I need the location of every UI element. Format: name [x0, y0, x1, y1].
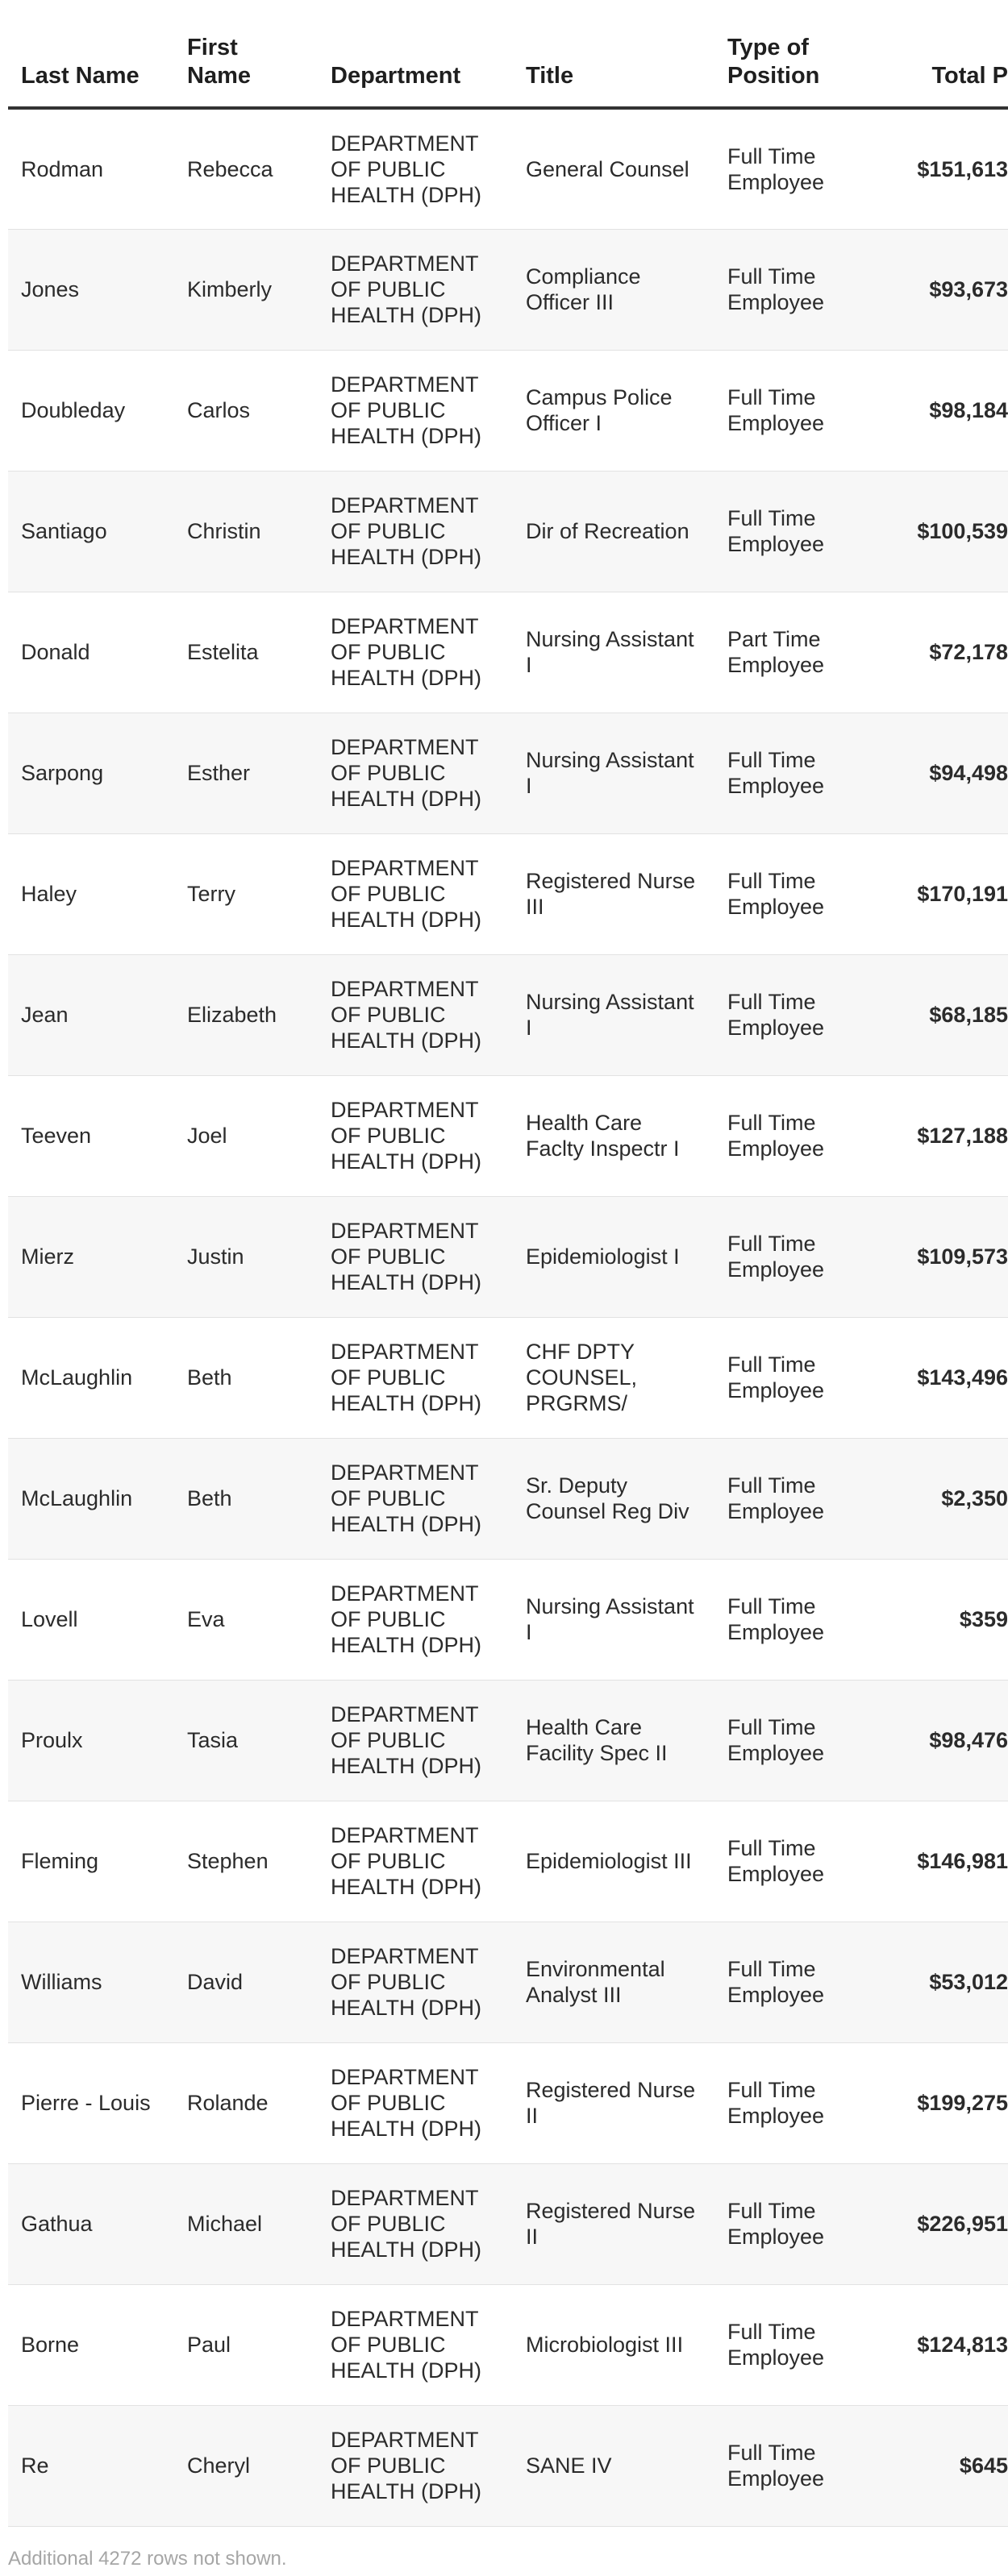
cell-type-of-position: Part Time Employee [714, 592, 852, 713]
cell-first-name: Elizabeth [174, 954, 318, 1075]
cell-department: DEPARTMENT OF PUBLIC HEALTH (DPH) [318, 471, 513, 592]
table-row [8, 1438, 1008, 1559]
cell-type-of-position: Full Time Employee [714, 2405, 852, 2526]
table-row [8, 1680, 1008, 1801]
cell-first-name: Stephen [174, 1801, 318, 1922]
cell-first-name: Rolande [174, 2042, 318, 2163]
cell-department: DEPARTMENT OF PUBLIC HEALTH (DPH) [318, 1317, 513, 1438]
cell-department: DEPARTMENT OF PUBLIC HEALTH (DPH) [318, 1196, 513, 1317]
cell-total-pay: $226,951 [852, 2163, 1008, 2284]
cell-first-name: Paul [174, 2284, 318, 2405]
cell-title: Epidemiologist III [513, 1801, 714, 1922]
cell-total-pay: $98,476 [852, 1680, 1008, 1801]
table-row [8, 1196, 1008, 1317]
cell-title: Microbiologist III [513, 2284, 714, 2405]
cell-total-pay: $127,188 [852, 1075, 1008, 1196]
cell-title: Nursing Assistant I [513, 592, 714, 713]
cell-last-name: Williams [8, 1922, 174, 2042]
header-row [8, 0, 1008, 108]
cell-last-name: Haley [8, 833, 174, 954]
table-row [8, 2284, 1008, 2405]
cell-total-pay: $109,573 [852, 1196, 1008, 1317]
cell-total-pay: $146,981 [852, 1801, 1008, 1922]
cell-department: DEPARTMENT OF PUBLIC HEALTH (DPH) [318, 954, 513, 1075]
cell-last-name: Teeven [8, 1075, 174, 1196]
cell-title: Dir of Recreation [513, 471, 714, 592]
cell-last-name: Rodman [8, 108, 174, 229]
table-row [8, 1317, 1008, 1438]
table-row [8, 1922, 1008, 2042]
cell-title: CHF DPTY COUNSEL, PRGRMS/ [513, 1317, 714, 1438]
cell-total-pay: $124,813 [852, 2284, 1008, 2405]
table-row [8, 833, 1008, 954]
cell-last-name: McLaughlin [8, 1317, 174, 1438]
cell-type-of-position: Full Time Employee [714, 2042, 852, 2163]
cell-title: Health Care Faclty Inspectr I [513, 1075, 714, 1196]
column-header-total-pay[interactable]: Total P [852, 0, 1008, 108]
cell-title: Environmental Analyst III [513, 1922, 714, 2042]
cell-department: DEPARTMENT OF PUBLIC HEALTH (DPH) [318, 1680, 513, 1801]
cell-last-name: Donald [8, 592, 174, 713]
cell-last-name: Sarpong [8, 713, 174, 833]
cell-total-pay: $143,496 [852, 1317, 1008, 1438]
cell-first-name: Tasia [174, 1680, 318, 1801]
cell-department: DEPARTMENT OF PUBLIC HEALTH (DPH) [318, 2284, 513, 2405]
table-row [8, 2042, 1008, 2163]
table-row [8, 713, 1008, 833]
table-row [8, 350, 1008, 471]
cell-last-name: Jones [8, 229, 174, 350]
cell-first-name: Beth [174, 1317, 318, 1438]
column-header-type-of-position[interactable]: Type of Position [714, 0, 852, 108]
cell-total-pay: $151,613 [852, 108, 1008, 229]
table-row [8, 954, 1008, 1075]
cell-last-name: Re [8, 2405, 174, 2526]
table-row [8, 108, 1008, 229]
cell-type-of-position: Full Time Employee [714, 229, 852, 350]
cell-last-name: Pierre - Louis [8, 2042, 174, 2163]
cell-total-pay: $94,498 [852, 713, 1008, 833]
cell-last-name: Mierz [8, 1196, 174, 1317]
cell-total-pay: $359 [852, 1559, 1008, 1680]
cell-first-name: Joel [174, 1075, 318, 1196]
table-row [8, 1075, 1008, 1196]
cell-department: DEPARTMENT OF PUBLIC HEALTH (DPH) [318, 1922, 513, 2042]
cell-last-name: Jean [8, 954, 174, 1075]
cell-department: DEPARTMENT OF PUBLIC HEALTH (DPH) [318, 1801, 513, 1922]
table-row [8, 2163, 1008, 2284]
cell-type-of-position: Full Time Employee [714, 713, 852, 833]
cell-first-name: Eva [174, 1559, 318, 1680]
cell-first-name: Rebecca [174, 108, 318, 229]
cell-department: DEPARTMENT OF PUBLIC HEALTH (DPH) [318, 592, 513, 713]
cell-department: DEPARTMENT OF PUBLIC HEALTH (DPH) [318, 108, 513, 229]
cell-department: DEPARTMENT OF PUBLIC HEALTH (DPH) [318, 833, 513, 954]
cell-department: DEPARTMENT OF PUBLIC HEALTH (DPH) [318, 2163, 513, 2284]
cell-first-name: Estelita [174, 592, 318, 713]
cell-type-of-position: Full Time Employee [714, 350, 852, 471]
cell-first-name: David [174, 1922, 318, 2042]
cell-title: Registered Nurse III [513, 833, 714, 954]
column-header-first-name[interactable]: First Name [174, 0, 318, 108]
table-row [8, 2405, 1008, 2526]
column-header-department[interactable]: Department [318, 0, 513, 108]
cell-total-pay: $645 [852, 2405, 1008, 2526]
cell-title: Compliance Officer III [513, 229, 714, 350]
cell-title: Health Care Facility Spec II [513, 1680, 714, 1801]
cell-department: DEPARTMENT OF PUBLIC HEALTH (DPH) [318, 2042, 513, 2163]
cell-first-name: Carlos [174, 350, 318, 471]
cell-total-pay: $68,185 [852, 954, 1008, 1075]
cell-type-of-position: Full Time Employee [714, 1196, 852, 1317]
cell-type-of-position: Full Time Employee [714, 833, 852, 954]
table-body [8, 108, 1008, 2526]
cell-first-name: Beth [174, 1438, 318, 1559]
additional-rows-note: Additional 4272 rows not shown. [8, 2548, 287, 2570]
cell-department: DEPARTMENT OF PUBLIC HEALTH (DPH) [318, 229, 513, 350]
table-row [8, 229, 1008, 350]
cell-type-of-position: Full Time Employee [714, 1922, 852, 2042]
cell-total-pay: $93,673 [852, 229, 1008, 350]
cell-first-name: Justin [174, 1196, 318, 1317]
cell-last-name: Fleming [8, 1801, 174, 1922]
cell-department: DEPARTMENT OF PUBLIC HEALTH (DPH) [318, 350, 513, 471]
table-header [8, 0, 1008, 108]
column-header-last-name[interactable]: Last Name [8, 0, 174, 108]
cell-first-name: Michael [174, 2163, 318, 2284]
cell-last-name: McLaughlin [8, 1438, 174, 1559]
table-row [8, 1559, 1008, 1680]
cell-total-pay: $72,178 [852, 592, 1008, 713]
table-row [8, 592, 1008, 713]
cell-department: DEPARTMENT OF PUBLIC HEALTH (DPH) [318, 1559, 513, 1680]
cell-title: Campus Police Officer I [513, 350, 714, 471]
cell-total-pay: $2,350 [852, 1438, 1008, 1559]
cell-last-name: Lovell [8, 1559, 174, 1680]
cell-type-of-position: Full Time Employee [714, 1438, 852, 1559]
cell-last-name: Doubleday [8, 350, 174, 471]
cell-first-name: Christin [174, 471, 318, 592]
cell-title: Registered Nurse II [513, 2163, 714, 2284]
table-row [8, 1801, 1008, 1922]
cell-last-name: Borne [8, 2284, 174, 2405]
cell-total-pay: $98,184 [852, 350, 1008, 471]
cell-type-of-position: Full Time Employee [714, 471, 852, 592]
cell-title: Sr. Deputy Counsel Reg Div [513, 1438, 714, 1559]
cell-title: Nursing Assistant I [513, 1559, 714, 1680]
cell-department: DEPARTMENT OF PUBLIC HEALTH (DPH) [318, 1438, 513, 1559]
cell-type-of-position: Full Time Employee [714, 1559, 852, 1680]
cell-type-of-position: Full Time Employee [714, 1801, 852, 1922]
cell-first-name: Cheryl [174, 2405, 318, 2526]
cell-title: Epidemiologist I [513, 1196, 714, 1317]
cell-total-pay: $199,275 [852, 2042, 1008, 2163]
payroll-table [8, 0, 1008, 2527]
cell-title: Nursing Assistant I [513, 713, 714, 833]
cell-type-of-position: Full Time Employee [714, 1075, 852, 1196]
cell-title: Nursing Assistant I [513, 954, 714, 1075]
cell-first-name: Kimberly [174, 229, 318, 350]
cell-type-of-position: Full Time Employee [714, 2284, 852, 2405]
cell-first-name: Esther [174, 713, 318, 833]
table-row [8, 471, 1008, 592]
cell-type-of-position: Full Time Employee [714, 2163, 852, 2284]
cell-last-name: Gathua [8, 2163, 174, 2284]
cell-total-pay: $170,191 [852, 833, 1008, 954]
cell-department: DEPARTMENT OF PUBLIC HEALTH (DPH) [318, 713, 513, 833]
cell-first-name: Terry [174, 833, 318, 954]
cell-total-pay: $53,012 [852, 1922, 1008, 2042]
cell-type-of-position: Full Time Employee [714, 1680, 852, 1801]
cell-title: SANE IV [513, 2405, 714, 2526]
cell-type-of-position: Full Time Employee [714, 108, 852, 229]
cell-last-name: Santiago [8, 471, 174, 592]
cell-title: General Counsel [513, 108, 714, 229]
cell-total-pay: $100,539 [852, 471, 1008, 592]
cell-last-name: Proulx [8, 1680, 174, 1801]
cell-title: Registered Nurse II [513, 2042, 714, 2163]
cell-type-of-position: Full Time Employee [714, 1317, 852, 1438]
cell-department: DEPARTMENT OF PUBLIC HEALTH (DPH) [318, 2405, 513, 2526]
column-header-title[interactable]: Title [513, 0, 714, 108]
cell-department: DEPARTMENT OF PUBLIC HEALTH (DPH) [318, 1075, 513, 1196]
cell-type-of-position: Full Time Employee [714, 954, 852, 1075]
